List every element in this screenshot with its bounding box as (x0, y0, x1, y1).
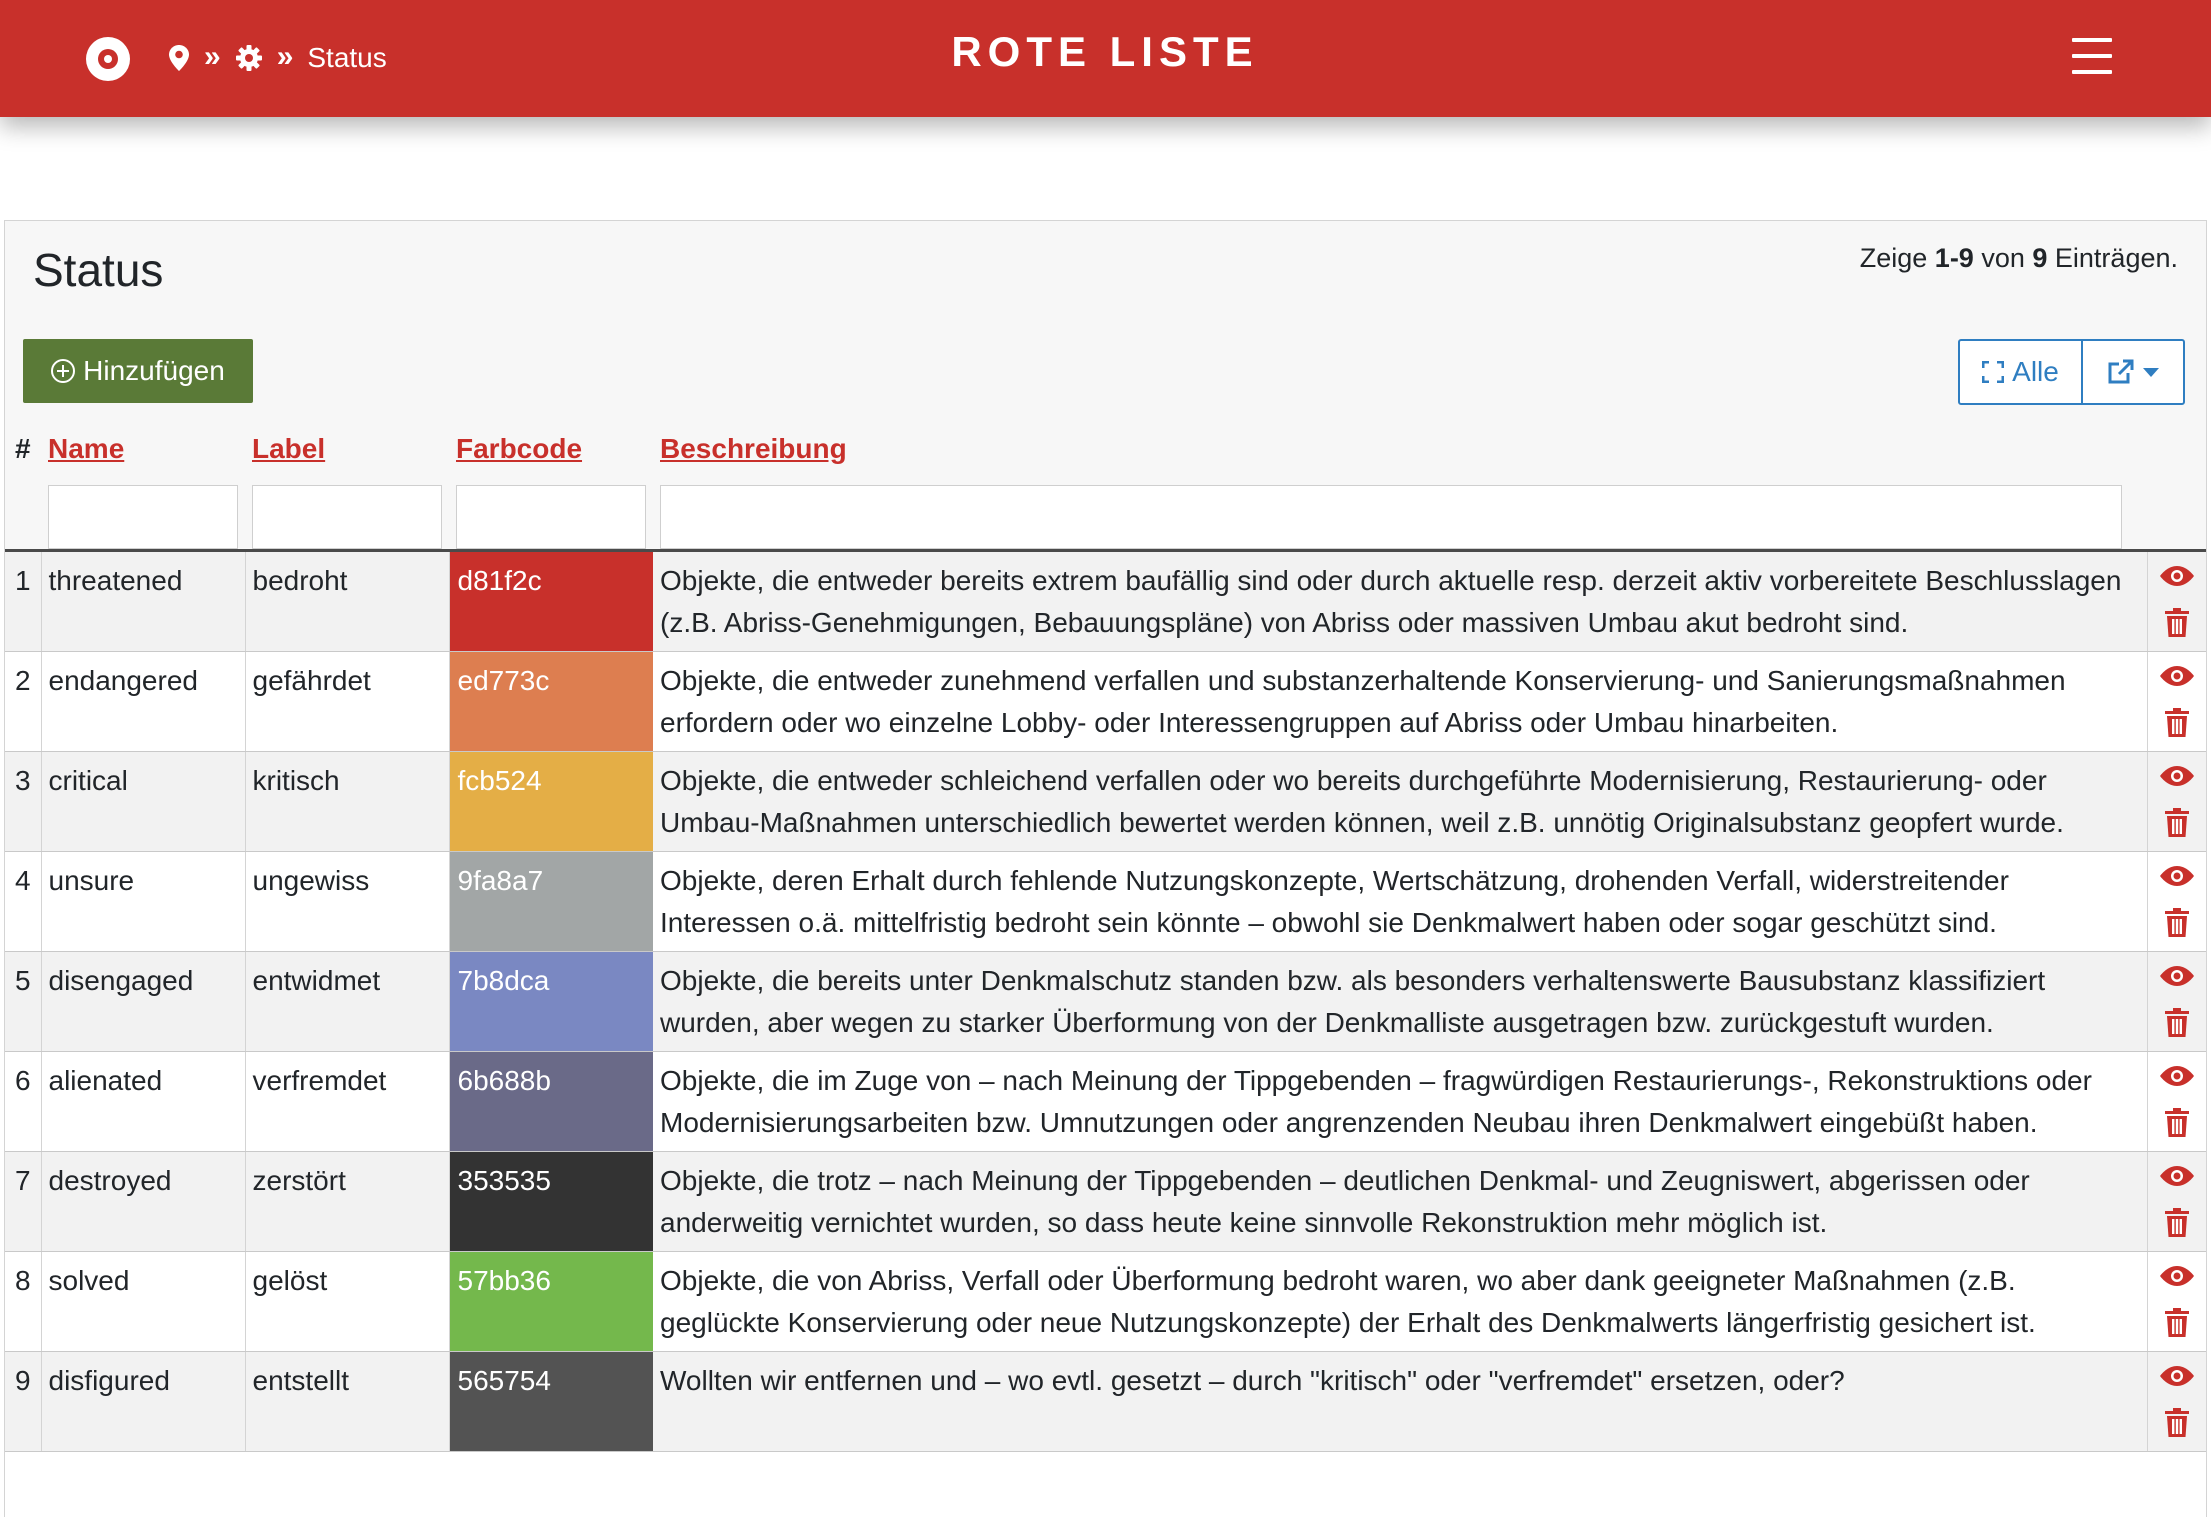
row-description: Objekte, die von Abriss, Verfall oder Überformung bedroht waren, wo aber dank geeigneter Maßnahmen (z.B. geglückte Konservierung oder neue Nutzungskonzepte) der Erhalt des Denkmalwerts längerfristig gesichert ist. (653, 1252, 2147, 1352)
status-table (5, 421, 2206, 1452)
row-description: Objekte, die entweder schleichend verfallen oder wo bereits durchgeführte Modernisierung, Restaurierung- oder Umbau-Maßnahmen unterschiedlich bewertet werden können, weil z.B. unnötig Originalsubstanz geopfert wurde. (653, 752, 2147, 852)
row-index: 9 (5, 1352, 41, 1452)
row-index: 6 (5, 1052, 41, 1152)
card-header (5, 221, 2206, 322)
show-all-button[interactable] (1960, 341, 2083, 403)
chevron-down-icon (2143, 368, 2159, 377)
row-index: 1 (5, 551, 41, 652)
row-index: 3 (5, 752, 41, 852)
delete-trash-icon[interactable] (2148, 1008, 2207, 1050)
row-name: destroyed (41, 1152, 245, 1252)
row-label: ungewiss (245, 852, 449, 952)
row-description: Objekte, die bereits unter Denkmalschutz standen bzw. als besonders verhaltenswerte Bausubstanz klassifiziert wurden, aber wegen zu starker Überformung von der Denkmalliste ausgetragen bzw. zurückgestuft wurden. (653, 952, 2147, 1052)
table-row (5, 752, 2206, 852)
view-eye-icon[interactable] (2148, 658, 2207, 700)
column-header-index: # (5, 421, 41, 477)
expand-icon (1982, 361, 2004, 383)
show-all-label: Alle (2012, 356, 2059, 387)
row-label: zerstört (245, 1152, 449, 1252)
breadcrumb (168, 38, 387, 78)
sort-by-colorcode-link[interactable]: Farbcode (456, 433, 583, 464)
row-colorcode: ed773c (449, 652, 653, 752)
page-title: Status (33, 244, 164, 296)
row-colorcode: 353535 (449, 1152, 653, 1252)
table-row (5, 852, 2206, 952)
row-name: solved (41, 1252, 245, 1352)
toolbar-button-group (1958, 339, 2185, 405)
add-button[interactable] (23, 339, 253, 403)
row-description: Objekte, deren Erhalt durch fehlende Nutzungskonzepte, Wertschätzung, drohenden Verfall, widerstreitender Interessen o.ä. mittelfristig bedroht sein könnte – obwohl sie Denkmalwert haben oder sogar geschützt sind. (653, 852, 2147, 952)
row-name: endangered (41, 652, 245, 752)
row-label: gelöst (245, 1252, 449, 1352)
row-colorcode: d81f2c (449, 551, 653, 652)
row-index: 4 (5, 852, 41, 952)
table-row (5, 1252, 2206, 1352)
row-label: kritisch (245, 752, 449, 852)
row-colorcode: 57bb36 (449, 1252, 653, 1352)
table-row (5, 1152, 2206, 1252)
app-logo-button[interactable] (86, 37, 130, 81)
table-body (5, 551, 2206, 1452)
delete-trash-icon[interactable] (2148, 1208, 2207, 1250)
row-description: Objekte, die entweder zunehmend verfallen und substanzerhaltende Konservierung- und Sanierungsmaßnahmen erfordern oder wo einzelne Lobby- oder Interessengruppen auf Abriss oder Umbau hinarbeiten. (653, 652, 2147, 752)
row-name: alienated (41, 1052, 245, 1152)
row-label: entwidmet (245, 952, 449, 1052)
row-index: 5 (5, 952, 41, 1052)
delete-trash-icon[interactable] (2148, 708, 2207, 750)
export-dropdown-button[interactable] (2083, 341, 2183, 403)
delete-trash-icon[interactable] (2148, 908, 2207, 950)
view-eye-icon[interactable] (2148, 1158, 2207, 1200)
row-name: critical (41, 752, 245, 852)
row-description: Objekte, die entweder bereits extrem baufällig sind oder durch aktuelle resp. derzeit aktiv vorbereitete Beschlusslagen (z.B. Abriss-Genehmigungen, Bebauungspläne) von Abriss oder massiven Umbau akut bedroht sind. (653, 551, 2147, 652)
view-eye-icon[interactable] (2148, 758, 2207, 800)
app-title[interactable]: ROTE LISTE (951, 28, 1259, 75)
row-index: 8 (5, 1252, 41, 1352)
external-link-icon (2107, 359, 2135, 385)
row-colorcode: 565754 (449, 1352, 653, 1452)
row-name: disengaged (41, 952, 245, 1052)
status-card (4, 220, 2207, 1517)
plus-circle-icon (51, 359, 75, 383)
sort-by-name-link[interactable]: Name (48, 433, 125, 464)
row-index: 2 (5, 652, 41, 752)
table-row (5, 1352, 2206, 1452)
delete-trash-icon[interactable] (2148, 808, 2207, 850)
view-eye-icon[interactable] (2148, 1358, 2207, 1400)
view-eye-icon[interactable] (2148, 558, 2207, 600)
add-button-label: Hinzufügen (83, 355, 225, 386)
row-label: bedroht (245, 551, 449, 652)
row-name: disfigured (41, 1352, 245, 1452)
sort-by-label-link[interactable]: Label (252, 433, 326, 464)
breadcrumb-separator: » (276, 39, 294, 73)
row-colorcode: fcb524 (449, 752, 653, 852)
gear-icon[interactable] (235, 44, 263, 72)
table-row (5, 551, 2206, 652)
row-name: threatened (41, 551, 245, 652)
name-filter-input[interactable] (48, 485, 238, 549)
view-eye-icon[interactable] (2148, 1058, 2207, 1100)
pagination-summary: Zeige 1-9 von 9 Einträgen. (1859, 243, 2178, 273)
breadcrumb-separator: » (204, 39, 221, 73)
table-row (5, 1052, 2206, 1152)
row-description: Wollten wir entfernen und – wo evtl. gesetzt – durch "kritisch" oder "verfremdet" ersetzen, oder? (653, 1352, 2147, 1452)
row-label: verfremdet (245, 1052, 449, 1152)
row-description: Objekte, die trotz – nach Meinung der Tippgebenden – deutlichen Denkmal- und Zeugniswert, abgerissen oder anderweitig vernichtet wurden, so dass heute keine sinnvolle Rekonstruktion mehr möglich ist. (653, 1152, 2147, 1252)
row-name: unsure (41, 852, 245, 952)
table-toolbar (5, 321, 2206, 421)
row-description: Objekte, die im Zuge von – nach Meinung der Tippgebenden – fragwürdigen Restaurierungs-, Rekonstruktions oder Modernisierungsarbeiten bzw. Umnutzungen oder angrenzenden Neubau ihren Denkmalwert eingebüßt haben. (653, 1052, 2147, 1152)
map-pin-icon[interactable] (168, 44, 190, 72)
colorcode-filter-input[interactable] (456, 485, 646, 549)
table-row (5, 652, 2206, 752)
row-label: entstellt (245, 1352, 449, 1452)
row-colorcode: 7b8dca (449, 952, 653, 1052)
delete-trash-icon[interactable] (2148, 1308, 2207, 1350)
view-eye-icon[interactable] (2148, 958, 2207, 1000)
delete-trash-icon[interactable] (2148, 1108, 2207, 1150)
description-filter-input[interactable] (660, 485, 2122, 549)
row-label: gefährdet (245, 652, 449, 752)
sort-by-description-link[interactable]: Beschreibung (660, 433, 847, 464)
view-eye-icon[interactable] (2148, 858, 2207, 900)
top-navbar (0, 0, 2211, 117)
view-eye-icon[interactable] (2148, 1258, 2207, 1300)
row-index: 7 (5, 1152, 41, 1252)
label-filter-input[interactable] (252, 485, 442, 549)
table-row (5, 952, 2206, 1052)
row-colorcode: 6b688b (449, 1052, 653, 1152)
delete-trash-icon[interactable] (2148, 1408, 2207, 1450)
menu-icon[interactable] (2072, 38, 2112, 74)
delete-trash-icon[interactable] (2148, 608, 2207, 650)
row-colorcode: 9fa8a7 (449, 852, 653, 952)
breadcrumb-current: Status (307, 42, 387, 73)
